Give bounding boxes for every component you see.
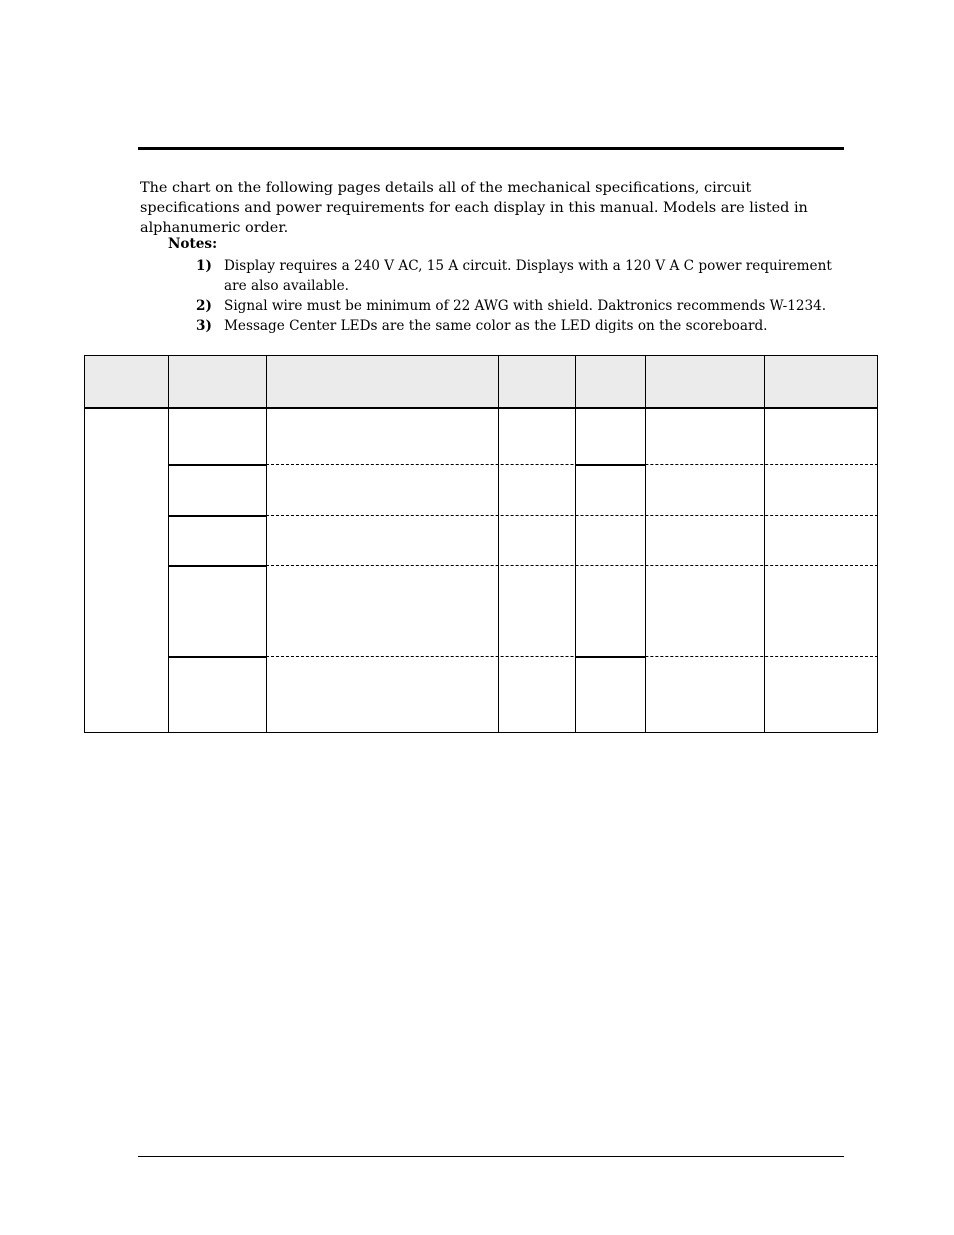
column-divider <box>498 355 499 733</box>
header-rule <box>138 147 844 150</box>
note-text: Signal wire must be minimum of 22 AWG with shield. Daktronics recommends W-1234. <box>224 298 827 314</box>
notes-label: Notes: <box>168 236 218 252</box>
footer-rule <box>138 1156 844 1157</box>
column-divider <box>764 355 765 733</box>
column-divider <box>266 355 267 733</box>
note-item-1 <box>196 256 846 296</box>
note-number: 2) <box>196 298 212 314</box>
column-divider <box>645 355 646 733</box>
header-divider <box>84 408 878 409</box>
column-divider <box>168 355 169 733</box>
note-number: 1) <box>196 258 212 274</box>
note-item-2 <box>196 296 846 316</box>
table-border <box>84 355 878 733</box>
column-divider <box>575 355 576 733</box>
note-text: Display requires a 240 V AC, 15 A circuit. Displays with a 120 V A C power requirement are also available. <box>224 258 832 294</box>
note-text: Message Center LEDs are the same color as the LED digits on the scoreboard. <box>224 318 768 334</box>
intro-paragraph: The chart on the following pages details all of the mechanical specifications, circuit specifications and power requirements for each display in this manual. Models are listed in alphanumeric order. <box>140 180 808 236</box>
note-number: 3) <box>196 318 212 334</box>
note-item-3 <box>196 316 846 336</box>
spec-table <box>84 355 878 733</box>
